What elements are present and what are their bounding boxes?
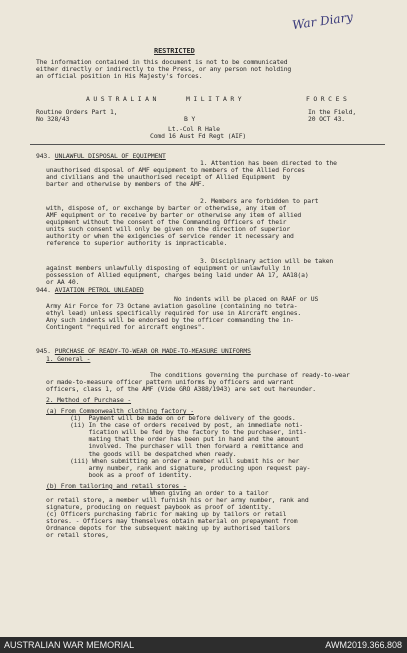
order-text-line: reference to superior authority is impracticable. (46, 239, 228, 247)
order-text-line: equipment without the consent of the Commanding Officers of their (46, 218, 287, 226)
order-text-line: against members unlawfully disposing of equipment or unlawfully in (46, 264, 291, 272)
order-text-line: mating that the order has been put in hand and the amount (70, 435, 300, 444)
orders-number: No 328/43 (36, 115, 70, 123)
header-place: In the Field, (308, 108, 357, 116)
order-text-line: 3. Disciplinary action will be taken (200, 257, 334, 265)
order-text-line: fication will be fed by the factory to the purchaser, inti- (70, 428, 307, 437)
classification-heading: RESTRICTED (154, 47, 195, 55)
order-text-line: (iii) When submitting an order a member will submit his or her (70, 456, 300, 465)
order-text-line: the goods will be despatched when ready. (70, 449, 237, 458)
order-text-line: or AA 40. (46, 278, 80, 286)
order-text-line: 1. General - (46, 355, 91, 363)
header-divider (30, 144, 385, 145)
order-text-line: Ordnance depots for the subsequent making up by authorised tailors (46, 524, 291, 532)
section-title: UNLAWFUL DISPOSAL OF EQUIPMENT (54, 152, 166, 160)
header-command: Comd 16 Aust Fd Regt (AIF) (150, 132, 247, 140)
order-text-line: units such consent will only be given on the direction of superior (46, 225, 291, 233)
order-text-line: with, dispose of, or exchange by barter or otherwise, any item of (46, 204, 287, 212)
order-text-line: (a) From Commonwealth clothing factory - (46, 407, 194, 416)
footer-accession-number: AWM2019.366.808 (325, 640, 402, 650)
header-military: M I L I T A R Y (186, 95, 242, 103)
order-text-line: 2. Members are forbidden to part (200, 197, 319, 205)
header-date: 20 OCT 43. (308, 115, 345, 123)
order-text-line: stores. - Officers may themselves obtain material on prepayment from (46, 516, 298, 525)
order-text-line: and civilians and the unauthorised receipt of Allied Equipment by (46, 173, 291, 181)
order-text-line: (c) Officers purchasing fabric for making up by tailors or retail (46, 509, 287, 518)
order-text-line: Army Air Force for 73 Octane aviation gasoline (containing no tetra- (46, 302, 298, 310)
order-text-line: The conditions governing the purchase of ready-to-wear (150, 371, 350, 379)
order-text-line: When giving an order to a tailor (150, 488, 269, 497)
notice-line: either directly or indirectly to the Press, or any person not holding (36, 65, 292, 73)
order-text-line: barter and otherwise by members of the AMF. (46, 180, 205, 188)
order-text-line: involved. The purchaser will then forward a remittance and (70, 442, 303, 451)
order-text-line: book as a proof of identity. (70, 470, 193, 479)
header-by: B Y (184, 115, 196, 123)
order-text-line: Any such indents will be endorsed by the officer commanding the in- (46, 316, 294, 324)
order-text-line: Contingent "required for aircraft engines". (46, 323, 205, 331)
order-text-line: (ii) In the case of orders received by post, an immediate noti- (70, 421, 303, 430)
order-text-line: 1. Attention has been directed to the (200, 159, 337, 167)
header-officer: Lt.-Col R Hale (168, 125, 220, 133)
order-text-line: 2. Method of Purchase - (46, 396, 132, 405)
order-text-line: unauthorised disposal of AMF equipment to members of the Allied Forces (46, 166, 305, 174)
order-text-line: ethyl lead) unless specifically required for use in Aircraft engines. (46, 309, 302, 317)
order-text-line: (i) Payment will be made on or before delivery of the goods. (70, 414, 296, 423)
order-text-line: or made-to-measure officer pattern uniforms by officers and warrant (46, 378, 294, 387)
section-title: AVIATION PETROL UNLEADED (54, 286, 144, 294)
order-text-line: army number, rank and signature, producing upon request pay- (70, 463, 311, 472)
order-text-line: or retail stores, (46, 531, 109, 540)
orders-part: Routine Orders Part 1, (36, 108, 118, 116)
notice-line: The information contained in this document is not to be communicated (36, 58, 288, 66)
header-forces: F O R C E S (306, 95, 347, 103)
order-text-line: No indents will be placed on RAAF or US (174, 295, 319, 303)
order-text-line: authority or when the exigencies of service render it necessary and (46, 232, 294, 240)
notice-line: an official position in His Majesty's forces. (36, 72, 203, 80)
section-heading (36, 153, 166, 160)
order-text-line: possession of Allied equipment, charges being laid under AA 17, AA18(a) (46, 271, 309, 279)
footer-institution: AUSTRALIAN WAR MEMORIAL (4, 640, 135, 650)
section-number: 943. (36, 152, 51, 160)
section-number: 944. (36, 286, 51, 294)
order-text-line: or retail store, a member will furnish his or her army number, rank and (46, 495, 309, 504)
order-text-line: officers, class 1, of the AMF (Vide GRO A388/1943) are set out hereunder. (46, 385, 316, 394)
section-heading (36, 348, 251, 355)
order-text-line: AMF equipment or to receive by barter or otherwise any item of allied (46, 211, 302, 219)
handwritten-annotation: War Diary (291, 9, 354, 33)
section-number: 945. (36, 347, 51, 355)
section-title: PURCHASE OF READY-TO-WEAR OR MADE-TO-MEASURE UNIFORMS (54, 347, 251, 355)
section-heading (36, 287, 144, 294)
header-australian: A U S T R A L I A N (86, 95, 157, 103)
footer-bar (0, 637, 407, 653)
order-text-line: signature, producing on request paybook as proof of identity. (46, 502, 272, 511)
order-text-line: (b) From tailoring and retail stores - (46, 481, 187, 490)
